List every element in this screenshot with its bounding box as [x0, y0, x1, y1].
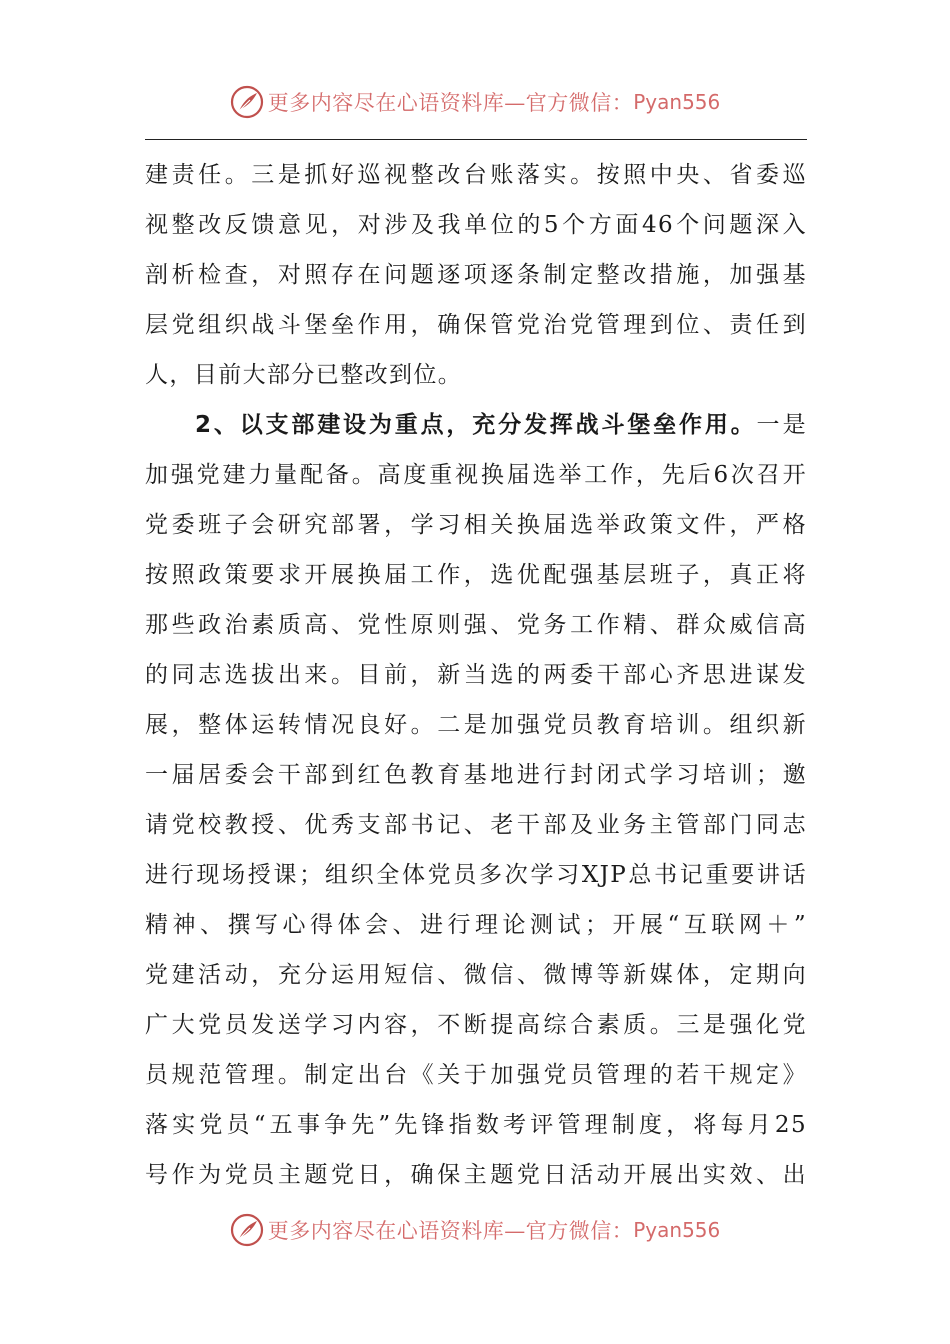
text-line: 层党组织战斗堡垒作用，确保管党治党管理到位、责任到: [145, 312, 807, 338]
text-line: 党建活动，充分运用短信、微信、微博等新媒体，定期向: [145, 962, 807, 988]
text-line: 人，目前大部分已整改到位。: [145, 362, 463, 388]
text-line: 进行现场授课；组织全体党员多次学习XJP总书记重要讲话: [145, 862, 807, 888]
heading-continuation: 一是: [756, 412, 807, 438]
text-line: 落实党员“五事争先”先锋指数考评管理制度，将每月25: [145, 1112, 807, 1138]
text-line: 精神、撰写心得体会、进行理论测试；开展“互联网＋”: [145, 912, 807, 938]
header-rule: [145, 139, 807, 140]
text-line: 建责任。三是抓好巡视整改台账落实。按照中央、省委巡: [145, 162, 807, 188]
text-line: 那些政治素质高、党性原则强、党务工作精、群众威信高: [145, 612, 807, 638]
text-line: 按照政策要求开展换届工作，选优配强基层班子，真正将: [145, 562, 807, 588]
text-line: 员规范管理。制定出台《关于加强党员管理的若干规定》: [145, 1062, 807, 1088]
text-line: 展，整体运转情况良好。二是加强党员教育培训。组织新: [145, 712, 807, 738]
section-heading: 2、以支部建设为重点，充分发挥战斗堡垒作用。: [195, 412, 757, 438]
text-line: 党委班子会研究部署，学习相关换届选举政策文件，严格: [145, 512, 807, 538]
header-watermark: [0, 82, 950, 122]
text-line: 请党校教授、优秀支部书记、老干部及业务主管部门同志: [145, 812, 807, 838]
section-heading-line: [145, 400, 807, 450]
text-line: 加强党建力量配备。高度重视换届选举工作，先后6次召开: [145, 462, 807, 488]
text-line: 剖析检查，对照存在问题逐项逐条制定整改措施，加强基: [145, 262, 807, 288]
watermark-handle: Pyan556: [633, 1218, 721, 1242]
watermark-handle: Pyan556: [633, 90, 721, 114]
body-text: [145, 150, 807, 1200]
quill-feather-icon: [230, 1213, 264, 1247]
text-line: 的同志选拔出来。目前，新当选的两委干部心齐思进谋发: [145, 662, 807, 688]
watermark-text: 更多内容尽在心语资料库—官方微信：: [267, 1219, 634, 1243]
text-line: 视整改反馈意见，对涉及我单位的5个方面46个问题深入: [145, 212, 807, 238]
quill-feather-icon: [230, 85, 264, 119]
footer-watermark: [0, 1210, 950, 1250]
watermark-text: 更多内容尽在心语资料库—官方微信：: [267, 91, 634, 115]
text-line: 广大党员发送学习内容，不断提高综合素质。三是强化党: [145, 1012, 807, 1038]
text-line: 号作为党员主题党日，确保主题党日活动开展出实效、出: [145, 1162, 807, 1188]
text-line: 一届居委会干部到红色教育基地进行封闭式学习培训；邀: [145, 762, 807, 788]
